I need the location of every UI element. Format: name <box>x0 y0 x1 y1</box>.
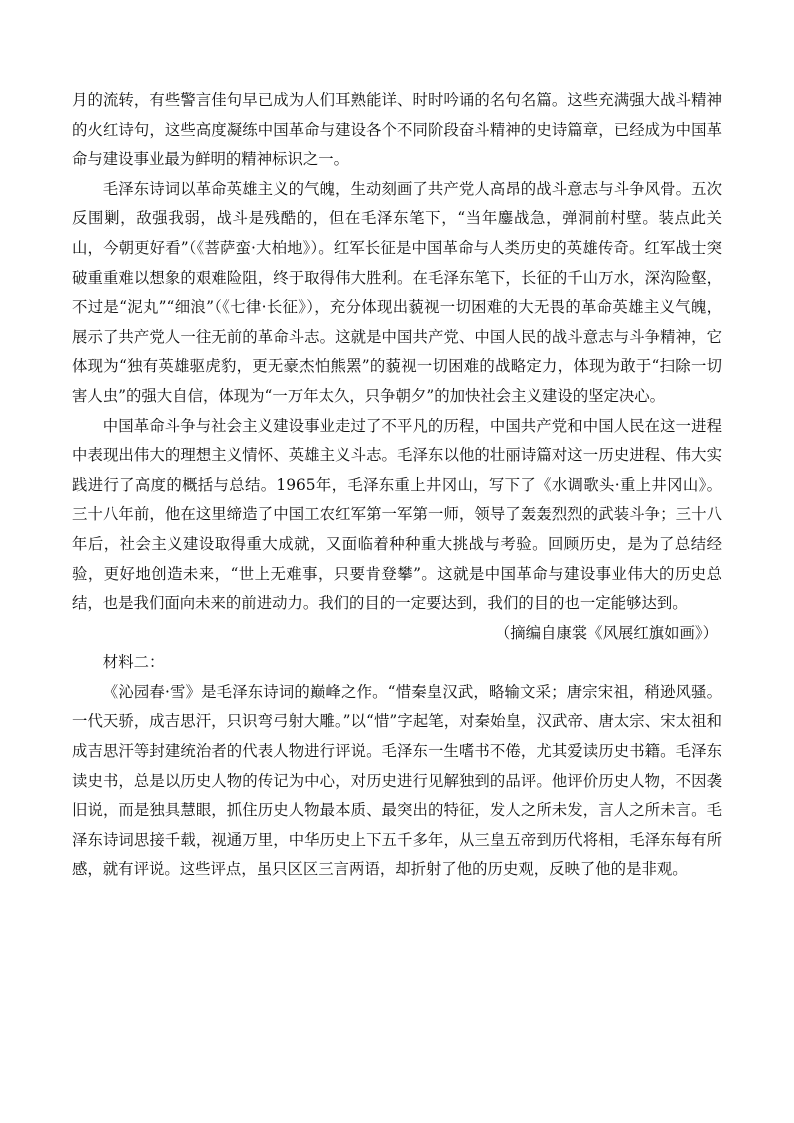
article-body <box>72 86 722 885</box>
paragraph-history: 中国革命斗争与社会主义建设事业走过了不平凡的历程，中国共产党和中国人民在这一进程中表现出伟大的理想主义情怀、英雄主义斗志。毛泽东以他的壮丽诗篇对这一历史进程、伟大实践进行了高度的概括与总结。1965年，毛泽东重上井冈山，写下了《水调歌头·重上井冈山》。三十八年前，他在这里缔造了中国工农红军第一军第一师，领导了轰轰烈烈的武装斗争；三十八年后，社会主义建设取得重大成就，又面临着种种重大挑战与考验。回顾历史，是为了总结经验，更好地创造未来，“世上无难事，只要肯登攀”。这就是中国革命与建设事业伟大的历史总结，也是我们面向未来的前进动力。我们的目的一定要达到，我们的目的也一定能够达到。 <box>72 416 722 613</box>
source-citation: （摘编自康裳《风展红旗如画》） <box>494 623 718 642</box>
paragraph-continuation: 月的流转，有些警言佳句早已成为人们耳熟能详、时时吟诵的名句名篇。这些充满强大战斗精神的火红诗句，这些高度凝练中国革命与建设各个不同阶段奋斗精神的史诗篇章，已经成为中国革命与建设事业最为鲜明的精神标识之一。 <box>72 91 722 169</box>
paragraph-material-two: 《沁园春·雪》是毛泽东诗词的巅峰之作。“惜秦皇汉武，略输文采；唐宗宋祖，稍逊风骚。一代天骄，成吉思汗，只识弯弓射大雕。”以“惜”字起笔，对秦始皇，汉武帝、唐太宗、宋太祖和成吉思汗等封建统治者的代表人物进行评说。毛泽东一生嗜书不倦，尤其爱读历史书籍。毛泽东读史书，总是以历史人物的传记为中心，对历史进行见解独到的品评。他评价历史人物，不因袭旧说，而是独具慧眼，抓住历史人物最本质、最突出的特征，发人之所未发，言人之所未言。毛泽东诗词思接千载，视通万里，中华历史上下五千多年，从三皇五帝到历代将相，毛泽东每有所感，就有评说。这些评点，虽只区区三言两语，却折射了他的历史观，反映了他的是非观。 <box>72 682 722 879</box>
material-two-heading: 材料二： <box>102 653 165 672</box>
paragraph-heroism: 毛泽东诗词以革命英雄主义的气魄，生动刻画了共产党人高昂的战斗意志与斗争风骨。五次反围剿，敌强我弱，战斗是残酷的，但在毛泽东笔下，“当年鏖战急，弹洞前村壁。装点此关山，今朝更好看”（《菩萨蛮·大柏地》）。红军长征是中国革命与人类历史的英雄传奇。红军战士突破重重难以想象的艰难险阻，终于取得伟大胜利。在毛泽东笔下，长征的千山万水，深沟险壑，不过是“泥丸”“细浪”（《七律·长征》），充分体现出藐视一切困难的大无畏的革命英雄主义气魄，展示了共产党人一往无前的革命斗志。这就是中国共产党、中国人民的战斗意志与斗争精神，它体现为“独有英雄驱虎豹，更无豪杰怕熊罴”的藐视一切困难的战略定力，体现为敢于“扫除一切害人虫”的强大自信，体现为“一万年太久，只争朝夕”的加快社会主义建设的坚定决心。 <box>72 179 722 405</box>
